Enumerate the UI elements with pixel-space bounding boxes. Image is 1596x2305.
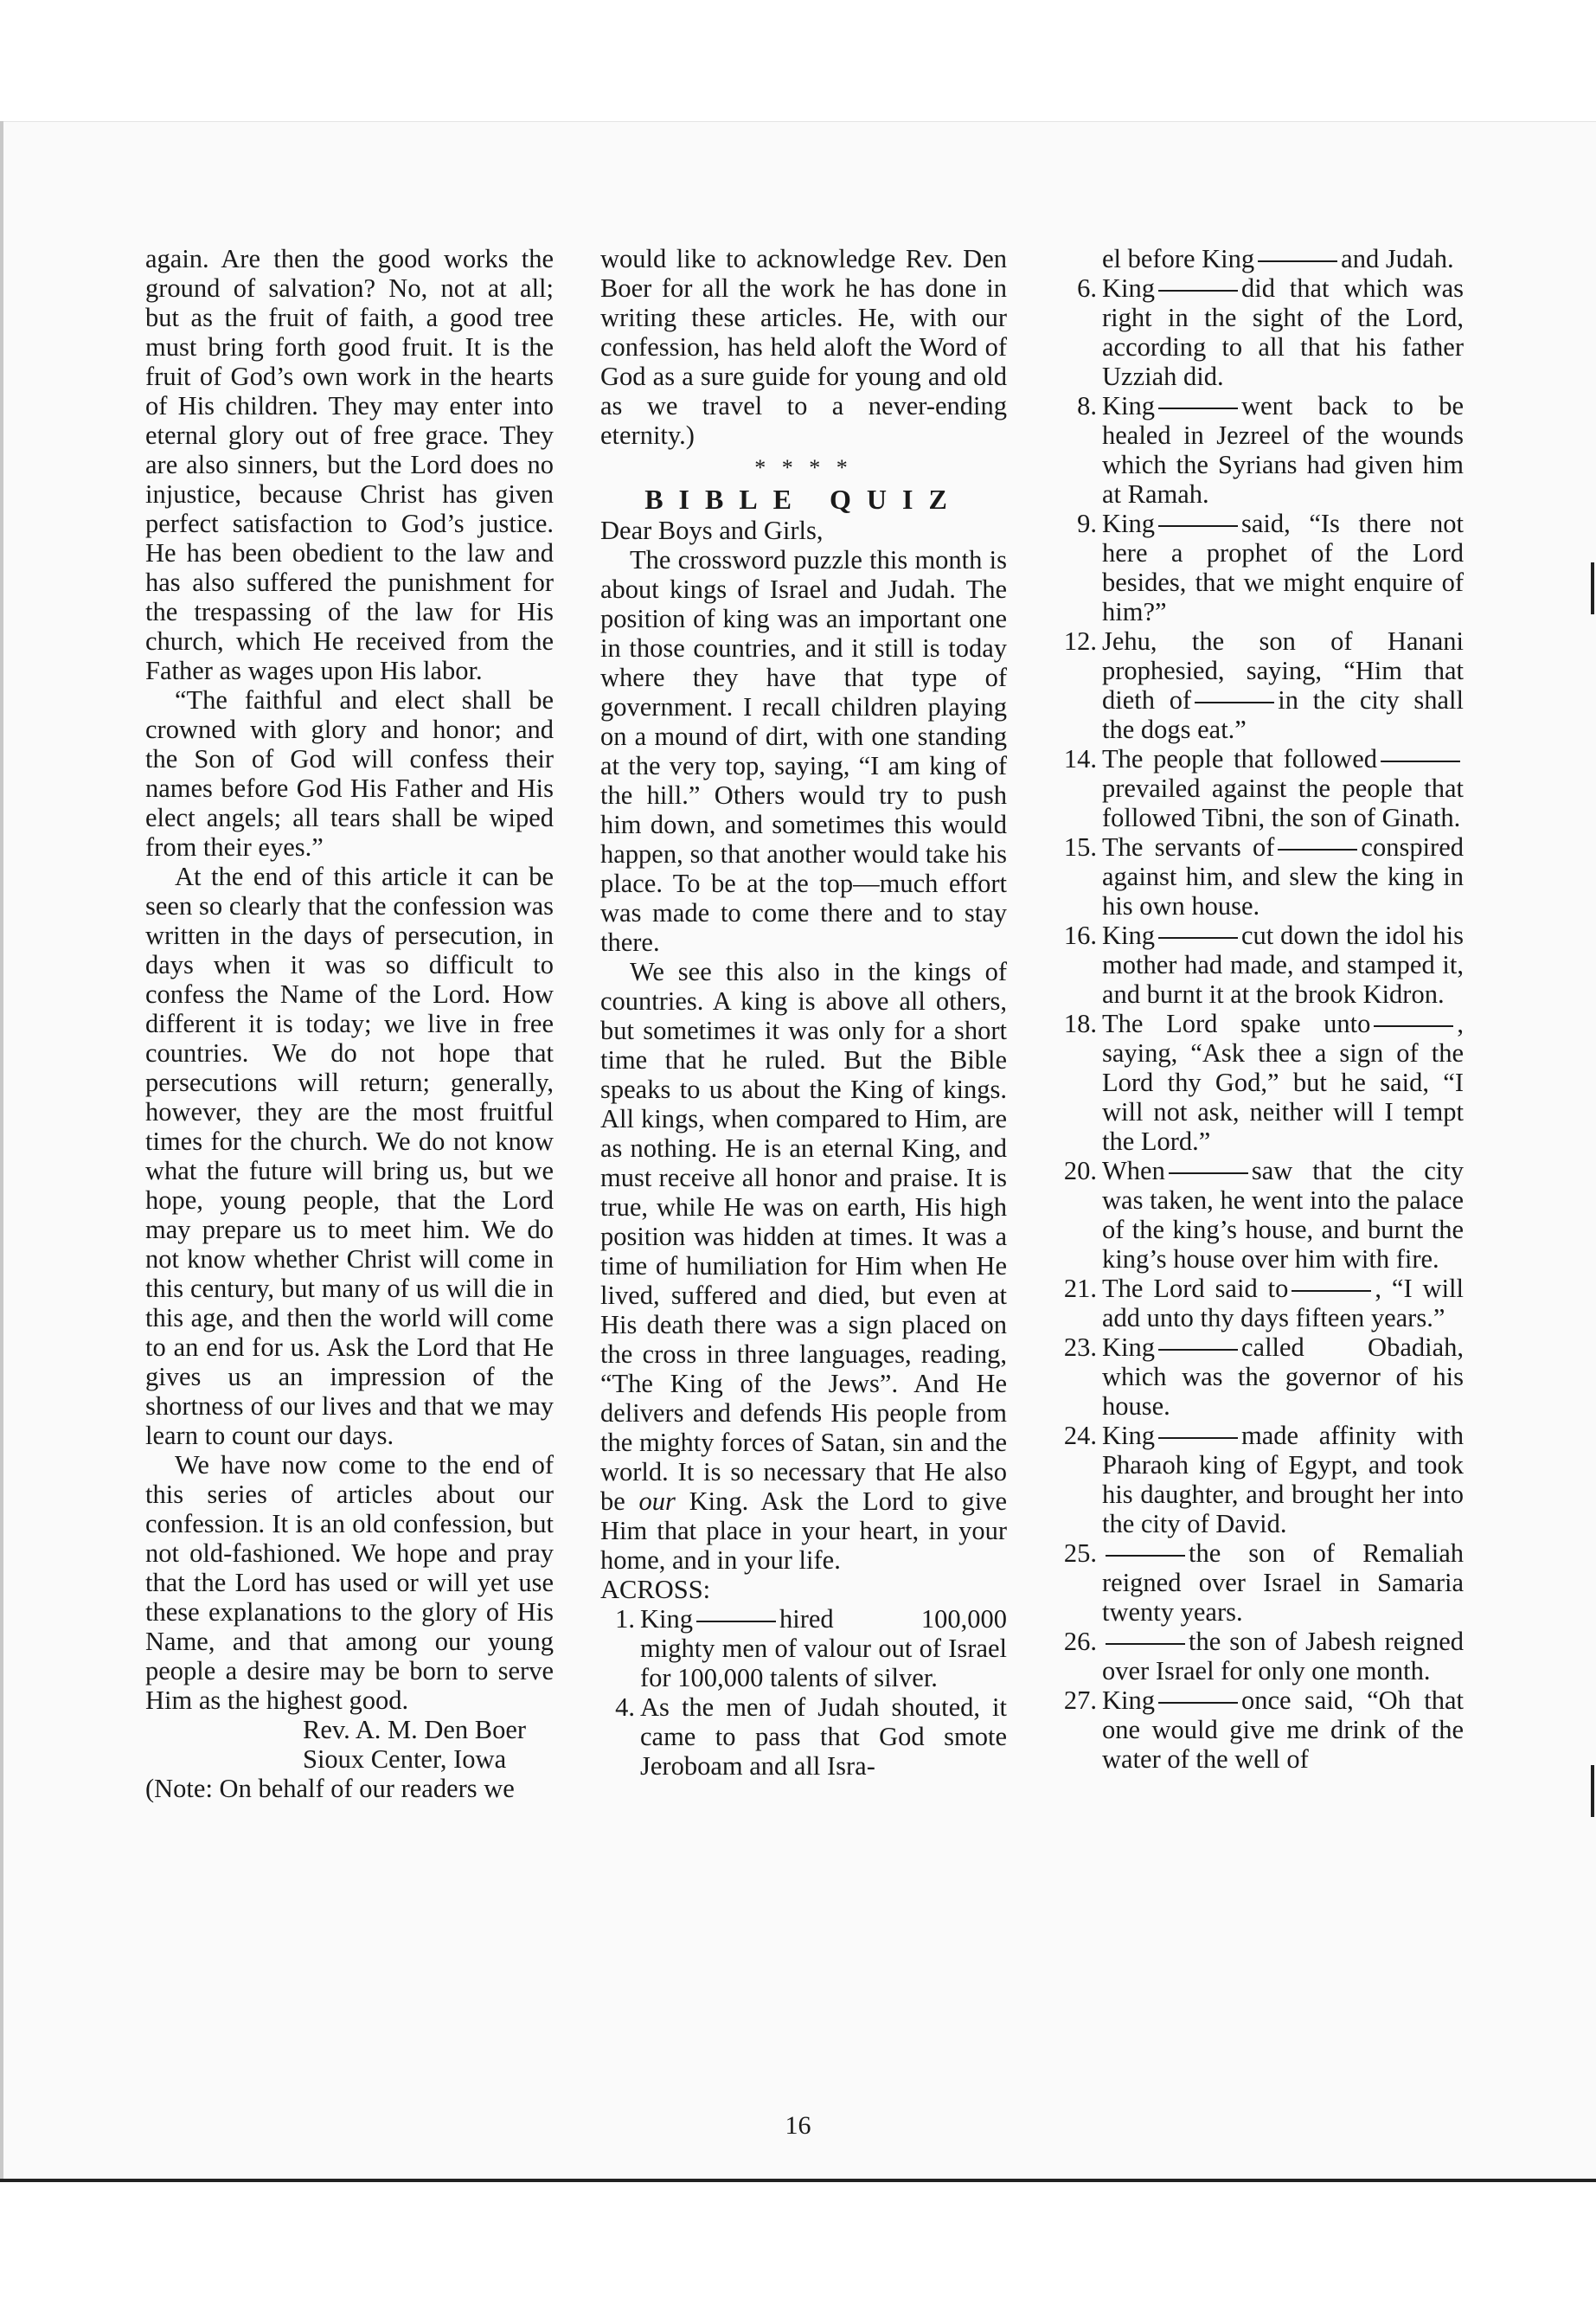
editor-note-end: would like to acknowledge Rev. Den Boer for all the work he has done in writing these articles. He, with our confession, has held aloft the Word of God as a sure guide for young and old as we travel to a never-ending eternity.) [600,244,1007,450]
clue-number: 21. [1063,1274,1097,1303]
answer-blank [1169,1172,1248,1174]
author-location: Sioux Center, Iowa [303,1744,507,1774]
quiz-paragraph-text: We see this also in the kings of countries. A king is above all others, but sometimes it was only for a short time that he ruled. But the Bible speaks to us about the King of kings. All kings, when compared to Him, are as nothing. He is an eternal King, and must receive all honor and praise. It is true, while He was on earth, His high position was hidden at times. It was a time of humiliation for Him when He lived, suffered and died, but even at His death there was a sign placed on the cross in three languages, reading, “The King of the Jews”. And He delivers and defends His people from the mighty forces of Satan, sin and the world. It is so necessary that He also be [600,957,1007,1516]
clue-number: 15. [1063,832,1097,862]
clue-text-part: King [1102,509,1155,538]
answer-blank [1158,290,1238,292]
clue-text-part: conspired against him, and slew the king in his own house. [1102,832,1464,921]
clue-text: As the men of Judah shouted, it came to pass that God smote Jeroboam and all Isra- [640,1692,1007,1781]
clue-text [1102,626,1464,744]
answer-blank [1292,1290,1371,1292]
clue-text-part: The servants of [1102,832,1275,862]
clue-number: 25. [1063,1538,1097,1568]
clue-item [1052,1538,1464,1627]
quiz-title: BIBLE QUIZ [644,484,963,515]
clue-text-part: King [1102,1332,1155,1362]
clue-text-part: The people that followed [1102,744,1377,774]
quiz-greeting: Dear Boys and Girls, [600,516,824,545]
clue-text-part: cut down the idol his mother had made, and stamped it, and burnt it at the brook Kidron. [1102,921,1464,1009]
clue-item [1052,1274,1464,1332]
clue-item [1052,1009,1464,1156]
clue-item [1052,1332,1464,1421]
clue-text [1102,832,1464,921]
clue-number: 23. [1063,1332,1097,1362]
clue-text-part: Jehu, the son of Hanani prophesied, saying, “Him that dieth of [1102,626,1464,715]
clue-text [1102,391,1464,509]
answer-blank [1158,937,1238,939]
clue-text-part: The Lord spake unto [1102,1009,1371,1038]
column-right [1052,244,1464,1774]
clue-item [1052,744,1464,832]
quiz-paragraph-text: King. Ask the Lord to give Him that place in your heart, in your home, and in your life. [600,1486,1008,1575]
clue-text-part: the son of Jabesh reigned over Israel for only one month. [1102,1627,1464,1685]
answer-blank [1381,761,1460,762]
clue-text-part: King [1102,391,1155,421]
editor-note-start: (Note: On behalf of our readers we [145,1774,515,1803]
clue-text-part: the son of Remaliah reigned over Israel in Samaria twenty years. [1102,1538,1464,1627]
answer-blank [1278,849,1357,851]
clue-text-part: King [640,1604,693,1634]
clue-text [1102,1685,1464,1774]
clue-number: 18. [1063,1009,1097,1038]
answer-blank [1106,1643,1185,1645]
clue-number: 9. [1077,509,1097,538]
clue-text [1102,273,1464,391]
answer-blank [1158,1437,1238,1439]
column-left [145,244,554,1803]
scan-margin-top [0,0,1596,121]
clue-text-part: King [1102,273,1155,303]
article-quote: “The faithful and elect shall be crowned with glory and honor; and the Son of God will confess their names before God His Father and His elect angels; all tears shall be wiped from their eyes.” [145,685,554,862]
clue-number: 27. [1063,1685,1097,1715]
clue-item [600,1604,1007,1692]
clue-item [1052,921,1464,1009]
article-paragraph: At the end of this article it can be seen so clearly that the confession was written in the days of persecution, in days when it was so difficult to confess the Name of the Lord. How different it is today; we live in free countries. We do not hope that persecutions will return; generally, however, they are the most fruitful times for the church. We do not know what the future will bring us, but we hope, young people, that the Lord may prepare us to meet him. We do not know whether Christ will come in this century, but many of us will die in this age, and then the world will come to an end for us. Ask the Lord that He gives us an impression of the shortness of our lives and that we may learn to count our days. [145,862,554,1450]
clue-text [1102,744,1464,832]
scan-margin-bottom [0,2179,1596,2305]
clue-text-part: , “I will add unto thy days fifteen years.” [1102,1274,1464,1332]
clue-text [640,1604,1007,1692]
clue-text [1102,1009,1464,1156]
clue-number: 4. [615,1692,635,1722]
emphasis-text: our [638,1486,676,1516]
clue-text-part: The Lord said to [1102,1274,1289,1303]
article-paragraph: We have now come to the end of this series of articles about our confession. It is an old confession, but not old-fashioned. We hope and pray that the Lord has used or will yet use these explanations to the glory of His Name, and that among our young people a desire may be born to serve Him as the highest good. [145,1450,554,1715]
clue-item-continued [1052,244,1464,273]
clue-text [1102,244,1464,273]
clue-text [1102,1156,1464,1274]
across-heading: ACROSS: [600,1575,711,1604]
clue-item [600,1692,1007,1781]
clue-text [1102,1627,1464,1685]
answer-blank [1158,525,1238,527]
page-number: 16 [785,2111,811,2140]
answer-blank [1158,1349,1238,1351]
answer-blank [1195,702,1274,703]
page-edge-mark [1591,1765,1594,1817]
clue-number: 26. [1063,1627,1097,1656]
answer-blank [1106,1555,1185,1557]
answer-blank [1158,408,1238,409]
clue-number: 12. [1063,626,1097,656]
clue-number: 6. [1077,273,1097,303]
clue-number: 16. [1063,921,1097,950]
clue-text-part: When [1102,1156,1165,1185]
clue-item [1052,1156,1464,1274]
clue-number: 1. [615,1604,635,1634]
clue-text-part: did that which was right in the sight of the Lord, according to all that his father Uzziah did. [1102,273,1464,391]
clue-text-part: saw that the city was taken, he went into the palace of the king’s house, and burnt the king’s house over him with fire. [1102,1156,1464,1274]
clue-text-part: called Obadiah, which was the governor of his house. [1102,1332,1464,1421]
clue-item [1052,832,1464,921]
clue-text-part: prevailed against the people that followed Tibni, the son of Ginath. [1102,774,1464,832]
section-divider-stars: * * * * [754,455,853,480]
clue-text-part: King [1102,1685,1155,1715]
clue-number: 8. [1077,391,1097,421]
clue-text [1102,1274,1464,1332]
answer-blank [1374,1025,1453,1027]
clue-text [1102,921,1464,1009]
clue-item [1052,273,1464,391]
clue-text [1102,1332,1464,1421]
article-paragraph: again. Are then the good works the ground of salvation? No, not at all; but as the fruit of faith, a good tree must bring forth good fruit. It is the fruit of God’s own work in the hearts of His children. They may enter into eternal glory out of free grace. They are also sinners, but the Lord does no injustice, because Christ has given perfect satisfaction to God’s justice. He has been obedient to the law and has also suffered the punishment for the trespassing of the law for His church, which He received from the Father as wages upon His labor. [145,244,554,685]
page-edge-mark [1591,562,1594,614]
clue-text-part: and Judah. [1341,244,1454,273]
author-name: Rev. A. M. Den Boer [303,1715,527,1744]
clue-number: 24. [1063,1421,1097,1450]
clue-item [1052,391,1464,509]
clue-text [1102,509,1464,626]
clue-text-part: once said, “Oh that one would give me drink of the water of the well of [1102,1685,1464,1774]
clue-item [1052,626,1464,744]
quiz-paragraph [600,957,1007,1575]
clue-text-part: went back to be healed in Jezreel of the wounds which the Syrians had given him at Ramah. [1102,391,1464,509]
clue-text-part: King [1102,921,1155,950]
clue-item [1052,1421,1464,1538]
column-middle [600,244,1007,1781]
clue-text-part: King [1102,1421,1155,1450]
clue-text [1102,1421,1464,1538]
clue-text-part: hired 100,000 mighty men of valour out of Israel for 100,000 talents of silver. [640,1604,1007,1692]
clue-text-part: said, “Is there not here a prophet of the Lord besides, that we might enquire of him?” [1102,509,1464,626]
answer-blank [1158,1702,1238,1704]
clue-item [1052,1685,1464,1774]
answer-blank [696,1621,776,1622]
page-left-edge [0,121,3,2180]
clue-number: 14. [1063,744,1097,774]
clue-item [1052,1627,1464,1685]
clue-text-part: el before King [1102,244,1255,273]
quiz-paragraph: The crossword puzzle this month is about kings of Israel and Judah. The position of king was an important one in those countries, and it still is today where they have that type of government. I recall children playing on a mound of dirt, with one standing at the very top, saying, “I am king of the hill.” Others would try to push him down, and sometimes this would happen, so that another would take his place. To be at the top—much effort was made to come there and to stay there. [600,545,1007,957]
clue-number: 20. [1063,1156,1097,1185]
clue-text-part: made affinity with Pharaoh king of Egypt, and took his daughter, and brought her into the city of David. [1102,1421,1464,1538]
clue-text [1102,1538,1464,1627]
clue-text-part: , saying, “Ask thee a sign of the Lord thy God,” but he said, “I will not ask, neither will I tempt the Lord.” [1102,1009,1464,1156]
clue-item [1052,509,1464,626]
answer-blank [1258,260,1337,262]
clue-text-part: in the city shall the dogs eat.” [1102,685,1464,744]
